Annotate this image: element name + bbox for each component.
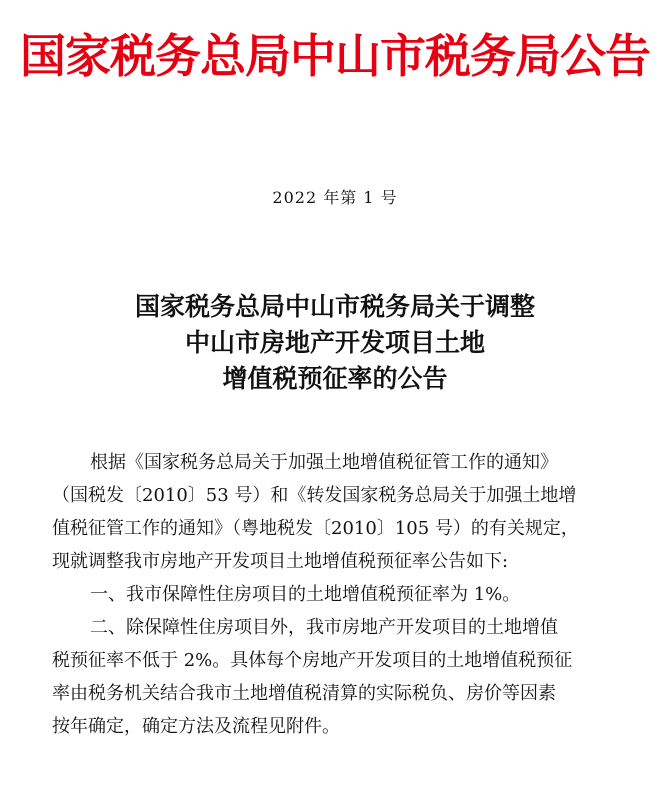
body-line: 现就调整我市房地产开发项目土地增值税预征率公告如下: [52,551,509,572]
notice-title-line: 增值税预征率的公告 [222,364,448,393]
body-line: 税预征率不低于 2%。具体每个房地产开发项目的土地增值税预征 [52,650,573,671]
body-line: 二、除保障性住房项目外，我市房地产开发项目的土地增值 [90,617,558,638]
issuer-header-title: 国家税务总局中山市税务局公告 [20,29,650,83]
notice-body [52,446,652,743]
notice-title-line: 国家税务总局中山市税务局关于调整 [134,292,535,321]
body-line: 一、我市保障性住房项目的土地增值税预征率为 1%。 [90,584,521,605]
body-line: 按年确定，确定方法及流程见附件。 [52,716,340,737]
body-line: 根据《国家税务总局关于加强土地增值税征管工作的通知》 [90,452,558,473]
notice-title [0,289,670,397]
notice-title-line: 中山市房地产开发项目土地 [184,328,485,357]
body-line: 率由税务机关结合我市土地增值税清算的实际税负、房价等因素 [52,683,556,704]
document-number: 2022 年第 1 号 [272,188,398,207]
body-line: 值税征管工作的通知》（粤地税发〔2010〕105 号）的有关规定， [52,518,579,539]
body-line: （国税发〔2010〕53 号）和《转发国家税务总局关于加强土地增 [52,485,577,506]
